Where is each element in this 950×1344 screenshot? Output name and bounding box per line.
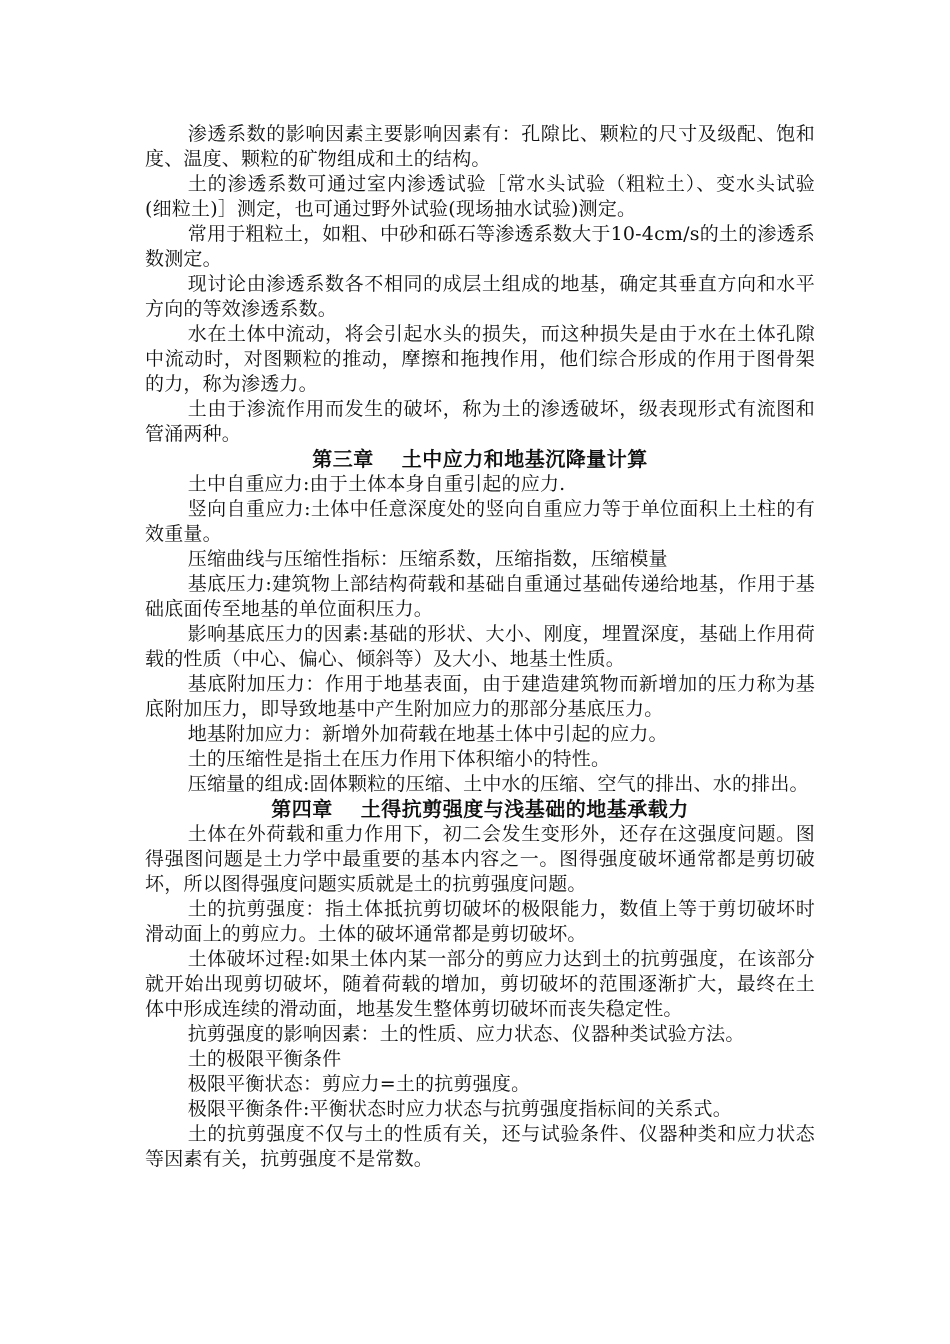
paragraph: 土由于渗流作用而发生的破坏，称为土的渗透破坏，级表现形式有流图和管涌两种。 bbox=[145, 398, 815, 445]
paragraph: 土体在外荷载和重力作用下，初二会发生变形外，还存在这强度问题。图得强图问题是土力学中最重要的基本内容之一。图得强度破坏通常都是剪切破坏，所以图得强度问题实质就是土的抗剪强度问题。 bbox=[145, 823, 815, 895]
paragraph: 土中自重应力:由于土体本身自重引起的应力. bbox=[187, 473, 566, 495]
paragraph: 基底压力:建筑物上部结构荷载和基础自重通过基础传递给地基，作用于基础底面传至地基的单位面积压力。 bbox=[145, 573, 815, 620]
paragraph: 土体破坏过程:如果土体内某一部分的剪应力达到土的抗剪强度，在该部分就开始出现剪切破坏，随着荷载的增加，剪切破坏的范围逐渐扩大，最终在土体中形成连续的滑动面，地基发生整体剪切破坏而丧失稳定性。 bbox=[145, 948, 815, 1020]
chapter-3-heading bbox=[145, 447, 815, 472]
paragraph: 水在土体中流动，将会引起水头的损失，而这种损失是由于水在土体孔隙中流动时，对图颗粒的推动，摩擦和拖拽作用，他们综合形成的作用于图骨架的力，称为渗透力。 bbox=[145, 323, 815, 395]
paragraph: 地基附加应力：新增外加荷载在地基土体中引起的应力。 bbox=[187, 723, 668, 745]
chapter-title: 土中应力和地基沉降量计算 bbox=[401, 447, 648, 471]
chapter-title: 土得抗剪强度与浅基础的地基承载力 bbox=[360, 797, 689, 821]
paragraph: 土的渗透系数可通过室内渗透试验［常水头试验（粗粒土）、变水头试验(细粒土)］测定，也可通过野外试验(现场抽水试验)测定。 bbox=[145, 173, 815, 220]
paragraph: 土的压缩性是指土在压力作用下体积缩小的特性。 bbox=[187, 748, 611, 770]
paragraph: 常用于粗粒土，如粗、中砂和砾石等渗透系数大于10-4cm/s的土的渗透系数测定。 bbox=[145, 223, 815, 270]
chapter-number: 第三章 bbox=[312, 447, 374, 471]
paragraph: 竖向自重应力:土体中任意深度处的竖向自重应力等于单位面积上土柱的有效重量。 bbox=[145, 498, 815, 545]
paragraph: 抗剪强度的影响因素：土的性质、应力状态、仪器种类试验方法。 bbox=[187, 1023, 745, 1045]
chapter-number: 第四章 bbox=[271, 797, 333, 821]
paragraph: 土的极限平衡条件 bbox=[187, 1048, 342, 1070]
paragraph: 基底附加压力：作用于地基表面，由于建造建筑物而新增加的压力称为基底附加压力，即导致地基中产生附加应力的那部分基底压力。 bbox=[145, 673, 815, 720]
paragraph: 极限平衡条件:平衡状态时应力状态与抗剪强度指标间的关系式。 bbox=[187, 1098, 732, 1120]
chapter-4-heading bbox=[145, 797, 815, 822]
paragraph: 现讨论由渗透系数各不相同的成层土组成的地基，确定其垂直方向和水平方向的等效渗透系数。 bbox=[145, 273, 815, 320]
paragraph: 压缩曲线与压缩性指标：压缩系数，压缩指数，压缩模量 bbox=[187, 548, 668, 570]
paragraph: 渗透系数的影响因素主要影响因素有：孔隙比、颗粒的尺寸及级配、饱和度、温度、颗粒的矿物组成和土的结构。 bbox=[145, 123, 815, 170]
paragraph: 土的抗剪强度：指土体抵抗剪切破坏的极限能力，数值上等于剪切破坏时滑动面上的剪应力。土体的破坏通常都是剪切破坏。 bbox=[145, 898, 815, 945]
paragraph: 压缩量的组成:固体颗粒的压缩、土中水的压缩、空气的排出、水的排出。 bbox=[187, 773, 809, 795]
paragraph: 影响基底压力的因素:基础的形状、大小、刚度，埋置深度，基础上作用荷载的性质（中心、偏心、倾斜等）及大小、地基土性质。 bbox=[145, 623, 815, 670]
paragraph: 土的抗剪强度不仅与土的性质有关，还与试验条件、仪器种类和应力状态等因素有关，抗剪强度不是常数。 bbox=[145, 1123, 815, 1170]
paragraph: 极限平衡状态：剪应力=土的抗剪强度。 bbox=[187, 1073, 531, 1095]
document-body bbox=[145, 122, 815, 1172]
